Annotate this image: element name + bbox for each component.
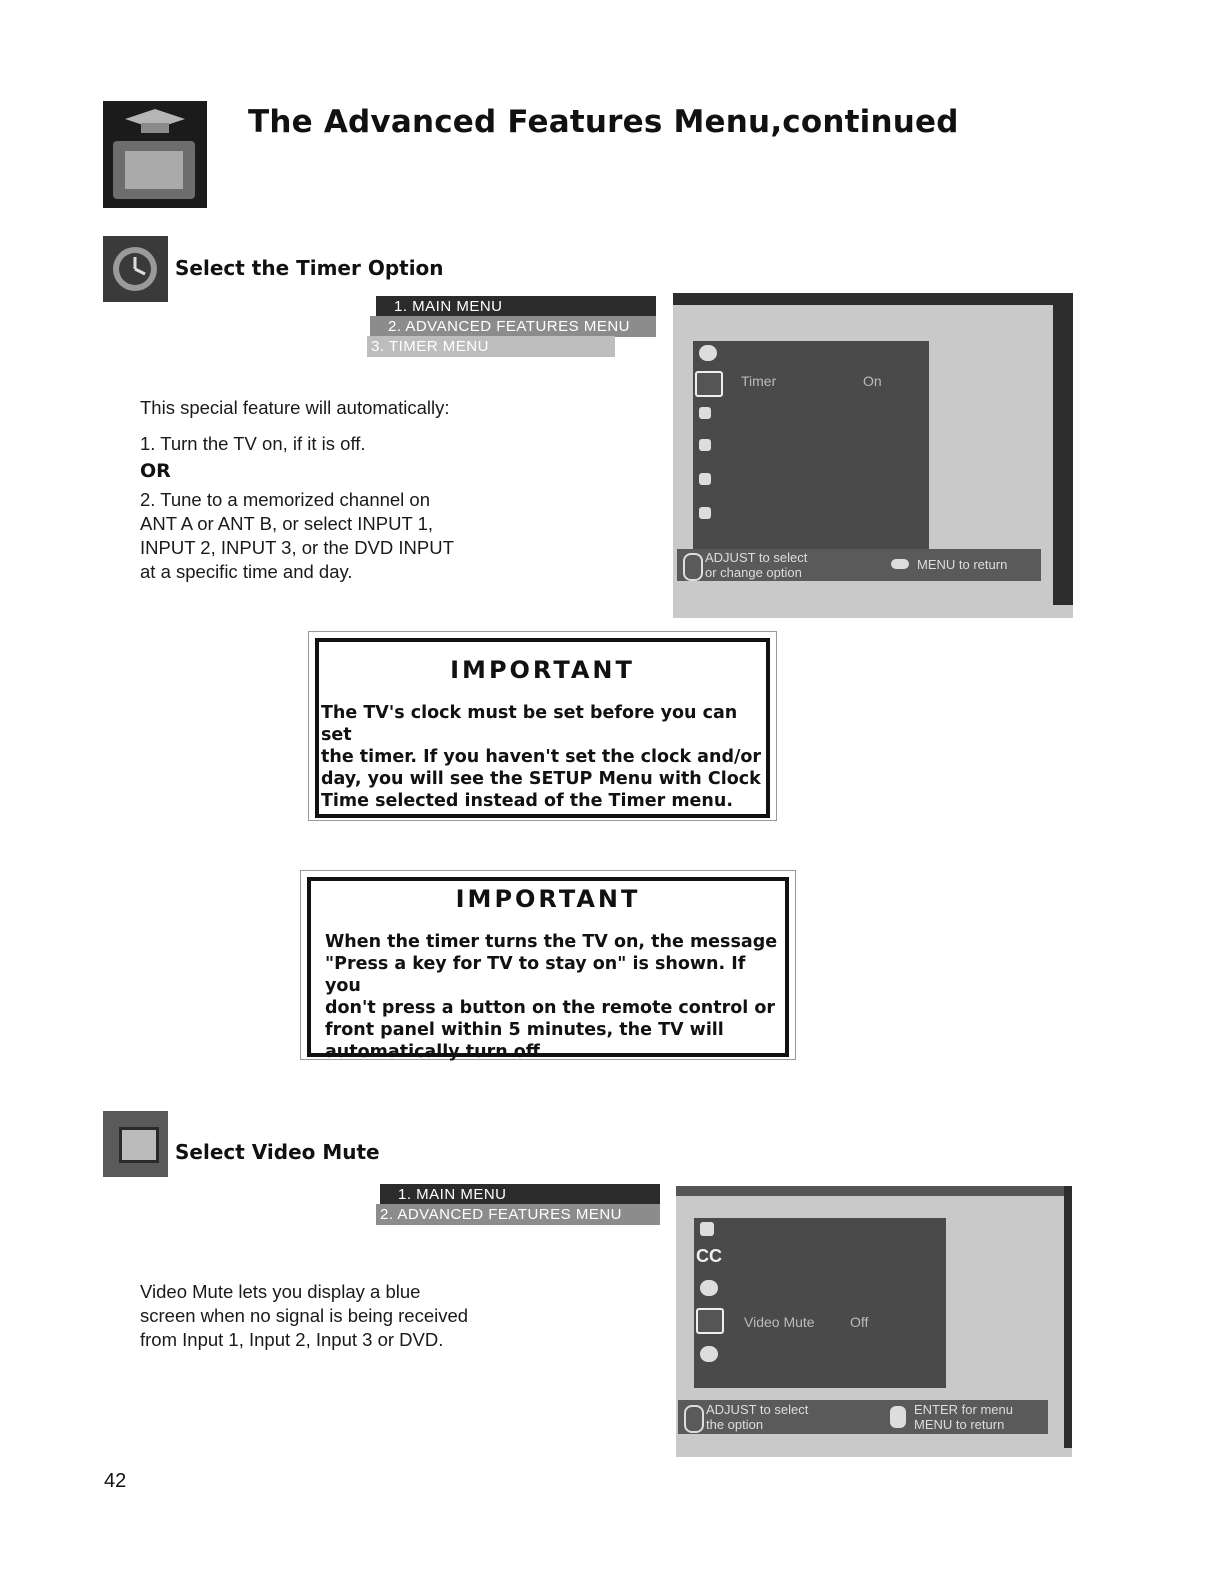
breadcrumb-timer-menu: 3. TIMER MENU xyxy=(367,336,615,357)
breadcrumb-main-menu: 1. MAIN MENU xyxy=(376,296,656,317)
clock-icon xyxy=(103,236,168,302)
page-title: The Advanced Features Menu,continued xyxy=(248,104,959,140)
page-number: 42 xyxy=(104,1470,127,1492)
header-tv-icon xyxy=(103,101,207,208)
power-icon xyxy=(700,1346,718,1362)
timer-intro: This special feature will automatically: xyxy=(140,397,450,418)
menu-button-icon xyxy=(891,559,909,569)
tv-icon xyxy=(696,1308,724,1334)
clock-icon xyxy=(699,345,717,361)
timer-hint-bar: ADJUST to select or change option MENU to return xyxy=(677,549,1041,581)
adjust-icon xyxy=(684,1405,704,1433)
graduation-cap-icon xyxy=(125,109,185,135)
video-mute-item-label: Video Mute xyxy=(744,1314,815,1330)
adjust-icon xyxy=(683,553,703,581)
important-heading: IMPORTANT xyxy=(450,656,635,684)
timer-menu-screenshot xyxy=(673,293,1073,618)
important-box-timer xyxy=(300,870,796,1060)
timer-step-1: 1. Turn the TV on, if it is off. xyxy=(140,433,366,454)
enter-menu-buttons-icon xyxy=(890,1406,906,1428)
important-box-clock xyxy=(308,631,777,821)
cc-icon: CC xyxy=(696,1246,722,1266)
video-mute-menu-screenshot xyxy=(676,1186,1072,1457)
timer-or: OR xyxy=(140,460,171,482)
video-mute-item-value: Off xyxy=(850,1314,869,1330)
menu-dot-icon xyxy=(700,1222,714,1236)
menu-dot-icon xyxy=(699,473,711,485)
timer-item-label: Timer xyxy=(741,373,777,389)
timer-section-heading: Select the Timer Option xyxy=(175,256,444,280)
breadcrumb-advanced-features: 2. ADVANCED FEATURES MENU xyxy=(376,1204,660,1225)
important-heading: IMPORTANT xyxy=(455,885,641,913)
menu-dot-icon xyxy=(699,407,711,419)
timer-item-value: On xyxy=(863,373,882,389)
menu-dot-icon xyxy=(699,507,711,519)
timer-step-2: 2. Tune to a memorized channel on ANT A or ANT B, or select INPUT 1, INPUT 2, INPUT 3, or the DVD INPUT at a specific time and day. xyxy=(140,489,454,582)
important-text: When the timer turns the TV on, the message "Press a key for TV to stay on" is shown. If you don't press a button on the remote control or front panel within 5 minutes, the TV will automatically turn off. xyxy=(325,932,778,1062)
video-mute-section-heading: Select Video Mute xyxy=(175,1140,380,1164)
video-mute-icon xyxy=(103,1111,168,1177)
video-mute-hint-bar: ADJUST to select the option ENTER for menu MENU to return xyxy=(678,1400,1048,1434)
clock-icon xyxy=(700,1280,718,1296)
tv-icon xyxy=(695,371,723,397)
breadcrumb-advanced-features: 2. ADVANCED FEATURES MENU xyxy=(370,316,656,337)
menu-dot-icon xyxy=(699,439,711,451)
breadcrumb-main-menu: 1. MAIN MENU xyxy=(380,1184,660,1205)
video-mute-description: Video Mute lets you display a blue screen when no signal is being received from Input 1, Input 2, Input 3 or DVD. xyxy=(140,1281,469,1350)
important-text: The TV's clock must be set before you can set the timer. If you haven't set the clock and/or day, you will see the SETUP Menu with Clock Time selected instead of the Timer menu. xyxy=(321,703,762,811)
